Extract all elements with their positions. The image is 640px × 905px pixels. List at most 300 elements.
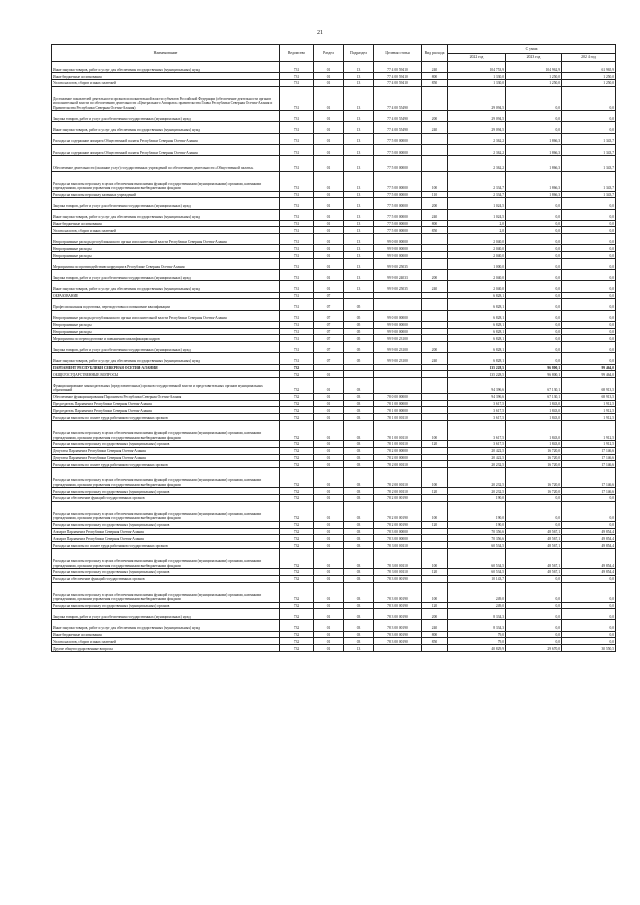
- header-target-article: Целевая статья: [374, 45, 422, 62]
- row-sum-2024: 17 146,6: [562, 447, 616, 454]
- row-target-article: 99 9 00 25035: [374, 281, 422, 292]
- row-sum-2022: 2 040,0: [448, 281, 506, 292]
- row-podrazdel: 03: [344, 488, 374, 495]
- row-sum-2022: 60 534,5: [448, 542, 506, 549]
- row-vedomstvo: 731: [280, 259, 314, 270]
- row-sum-2024: 17 146,6: [562, 488, 616, 495]
- table-row: [52, 575, 616, 582]
- row-sum-2022: 1 000,0: [448, 259, 506, 270]
- row-sum-2024: 1 912,5: [562, 440, 616, 447]
- table-row: [52, 494, 616, 501]
- row-podrazdel: 13: [344, 259, 374, 270]
- row-sum-2023: 48 567,1: [506, 568, 562, 575]
- row-sum-2024: 0,0: [562, 342, 616, 353]
- row-vedomstvo: 732: [280, 631, 314, 638]
- row-razdel: 01: [314, 535, 344, 542]
- row-podrazdel: 13: [344, 227, 374, 234]
- row-sum-2024: 0,0: [562, 220, 616, 227]
- row-sum-2022: 2 040,0: [448, 270, 506, 281]
- row-name: Расходы на выплаты персоналу государственных (муниципальных) органов: [52, 602, 280, 609]
- row-sum-2022: 3 617,5: [448, 420, 506, 440]
- row-vedomstvo: 732: [280, 494, 314, 501]
- row-podrazdel: 13: [344, 281, 374, 292]
- row-expense-type: [422, 371, 448, 378]
- row-vedomstvo: 731: [280, 73, 314, 80]
- row-vedomstvo: 731: [280, 335, 314, 342]
- row-razdel: 01: [314, 420, 344, 440]
- row-sum-2022: 40 829,9: [448, 645, 506, 652]
- row-podrazdel: 03: [344, 620, 374, 631]
- row-podrazdel: 03: [344, 631, 374, 638]
- row-expense-type: [422, 454, 448, 461]
- row-expense-type: [422, 535, 448, 542]
- row-target-article: 99 9 00 23100: [374, 353, 422, 364]
- row-vedomstvo: 731: [280, 281, 314, 292]
- row-razdel: 01: [314, 447, 344, 454]
- row-name: ОБЩЕГОСУДАРСТВЕННЫЕ ВОПРОСЫ: [52, 371, 280, 378]
- table-row: [52, 259, 616, 270]
- header-row-1: [52, 45, 616, 54]
- row-podrazdel: 03: [344, 568, 374, 575]
- row-expense-type: 800: [422, 73, 448, 80]
- row-podrazdel: 03: [344, 528, 374, 535]
- row-podrazdel: 03: [344, 542, 374, 549]
- row-target-article: 78 2 00 00190: [374, 501, 422, 521]
- row-sum-2024: 0,0: [562, 209, 616, 220]
- table-row: [52, 191, 616, 198]
- row-sum-2022: 1 024,5: [448, 198, 506, 209]
- row-sum-2023: 0,0: [506, 270, 562, 281]
- row-expense-type: [422, 155, 448, 171]
- row-name: Аппарат Парламента Республики Северная Осетия-Алания: [52, 528, 280, 535]
- row-sum-2023: 0,0: [506, 620, 562, 631]
- row-target-article: 99 0 00 00000: [374, 310, 422, 321]
- row-sum-2023: 0,0: [506, 122, 562, 133]
- row-expense-type: [422, 494, 448, 501]
- row-name: ПАРЛАМЕНТ РЕСПУБЛИКИ СЕВЕРНАЯ ОСЕТИЯ-АЛАНИЯ: [52, 364, 280, 371]
- row-razdel: 01: [314, 575, 344, 582]
- row-expense-type: 100: [422, 171, 448, 191]
- row-vedomstvo: 732: [280, 638, 314, 645]
- row-sum-2022: 60 534,5: [448, 548, 506, 568]
- row-podrazdel: 05: [344, 321, 374, 328]
- row-podrazdel: 03: [344, 378, 374, 394]
- table-row: [52, 270, 616, 281]
- row-target-article: 78 1 00 00000: [374, 400, 422, 407]
- row-razdel: 07: [314, 310, 344, 321]
- row-podrazdel: 13: [344, 171, 374, 191]
- row-name: Иные закупки товаров, работ и услуг для обеспечения государственных (муниципальных) нужд: [52, 353, 280, 364]
- row-target-article: 77 5 00 00000: [374, 144, 422, 155]
- row-target-article: 77 4 00 59410: [374, 62, 422, 73]
- row-sum-2023: 1 843,0: [506, 400, 562, 407]
- row-podrazdel: 13: [344, 252, 374, 259]
- row-name: Расходы на выплаты персоналу государственных (муниципальных) органов: [52, 568, 280, 575]
- row-razdel: 01: [314, 521, 344, 528]
- row-target-article: 78 3 00 00190: [374, 631, 422, 638]
- row-name: Уплата налогов, сборов и иных платежей: [52, 638, 280, 645]
- row-sum-2022: 1 330,0: [448, 73, 506, 80]
- row-sum-2024: 0,0: [562, 321, 616, 328]
- row-sum-2024: 1 912,5: [562, 407, 616, 414]
- row-sum-2023: 0,0: [506, 292, 562, 299]
- row-target-article: 77 5 00 00000: [374, 227, 422, 234]
- table-row: [52, 440, 616, 447]
- row-vedomstvo: 731: [280, 144, 314, 155]
- row-name: Расходы на выплаты персоналу казенных учреждений: [52, 191, 280, 198]
- row-sum-2022: 1 024,5: [448, 209, 506, 220]
- row-sum-2023: 16 720,0: [506, 461, 562, 468]
- row-vedomstvo: 731: [280, 234, 314, 245]
- table-row: [52, 133, 616, 144]
- row-expense-type: 240: [422, 209, 448, 220]
- row-sum-2022: 2,0: [448, 220, 506, 227]
- row-sum-2024: 0,0: [562, 245, 616, 252]
- row-vedomstvo: 731: [280, 122, 314, 133]
- row-expense-type: [422, 259, 448, 270]
- row-sum-2022: 6 828,1: [448, 335, 506, 342]
- table-row: [52, 364, 616, 371]
- row-razdel: 01: [314, 270, 344, 281]
- row-sum-2023: 16 720,0: [506, 454, 562, 461]
- table-row: [52, 521, 616, 528]
- row-expense-type: [422, 645, 448, 652]
- table-row: [52, 371, 616, 378]
- row-sum-2022: 6 828,1: [448, 321, 506, 328]
- row-podrazdel: [344, 292, 374, 299]
- row-expense-type: 200: [422, 111, 448, 122]
- table-row: [52, 400, 616, 407]
- row-podrazdel: 03: [344, 609, 374, 620]
- row-expense-type: 850: [422, 638, 448, 645]
- row-razdel: 01: [314, 461, 344, 468]
- row-sum-2024: 0,0: [562, 335, 616, 342]
- row-target-article: 99 9 00 23100: [374, 335, 422, 342]
- row-razdel: 01: [314, 171, 344, 191]
- row-expense-type: [422, 575, 448, 582]
- row-vedomstvo: 732: [280, 420, 314, 440]
- row-vedomstvo: 732: [280, 548, 314, 568]
- row-sum-2023: 67 130,1: [506, 393, 562, 400]
- row-expense-type: 110: [422, 191, 448, 198]
- row-sum-2023: 1 843,0: [506, 414, 562, 421]
- row-target-article: 78 1 00 00110: [374, 420, 422, 440]
- row-name: Иные закупки товаров, работ и услуг для обеспечения государственных (муниципальных) нужд: [52, 62, 280, 73]
- row-sum-2022: 60 534,5: [448, 568, 506, 575]
- row-vedomstvo: 732: [280, 468, 314, 488]
- row-vedomstvo: 731: [280, 321, 314, 328]
- table-row: [52, 342, 616, 353]
- row-sum-2024: 99 464,0: [562, 371, 616, 378]
- row-expense-type: [422, 528, 448, 535]
- row-razdel: 01: [314, 209, 344, 220]
- row-sum-2024: 0,0: [562, 299, 616, 310]
- row-sum-2023: 67 130,1: [506, 378, 562, 394]
- table-row: [52, 79, 616, 86]
- row-razdel: 01: [314, 501, 344, 521]
- table-row: [52, 353, 616, 364]
- row-name: Расходы на выплаты персоналу в целях обеспечения выполнения функций государственными (муниципальными) органами, казенными учреждениями, органами управления государственными внебюджетными фондами: [52, 420, 280, 440]
- row-razdel: 01: [314, 414, 344, 421]
- row-vedomstvo: 732: [280, 461, 314, 468]
- table-row: [52, 209, 616, 220]
- row-razdel: 01: [314, 79, 344, 86]
- row-sum-2024: 0,0: [562, 259, 616, 270]
- row-target-article: [374, 299, 422, 310]
- row-target-article: 78 2 00 00110: [374, 468, 422, 488]
- row-sum-2022: 6 828,1: [448, 292, 506, 299]
- row-name: Непрограммные расходы: [52, 328, 280, 335]
- row-sum-2023: 1 250,0: [506, 73, 562, 80]
- table-row: [52, 548, 616, 568]
- row-sum-2022: 29 094,5: [448, 122, 506, 133]
- row-sum-2024: 0,0: [562, 281, 616, 292]
- row-podrazdel: 03: [344, 461, 374, 468]
- row-vedomstvo: 731: [280, 353, 314, 364]
- row-sum-2024: 0,0: [562, 620, 616, 631]
- row-expense-type: [422, 252, 448, 259]
- row-razdel: 01: [314, 234, 344, 245]
- header-razdel: Раздел: [314, 45, 344, 62]
- header-year-2022: 2022 год: [448, 54, 506, 62]
- table-row: [52, 321, 616, 328]
- row-target-article: 78 3 00 00190: [374, 602, 422, 609]
- row-sum-2023: 48 567,1: [506, 548, 562, 568]
- row-expense-type: 800: [422, 631, 448, 638]
- row-sum-2023: 0,0: [506, 234, 562, 245]
- row-target-article: 78 3 00 00190: [374, 638, 422, 645]
- table-row: [52, 220, 616, 227]
- row-vedomstvo: 732: [280, 645, 314, 652]
- row-podrazdel: 13: [344, 234, 374, 245]
- header-expense-type: Вид расхода: [422, 45, 448, 62]
- row-expense-type: [422, 234, 448, 245]
- table-row: [52, 198, 616, 209]
- row-expense-type: [422, 86, 448, 110]
- row-sum-2022: 3 617,5: [448, 440, 506, 447]
- row-razdel: 01: [314, 220, 344, 227]
- row-name: Мероприятия по переподготовке и повышению квалификации кадров: [52, 335, 280, 342]
- row-expense-type: [422, 299, 448, 310]
- row-sum-2023: 16 720,0: [506, 447, 562, 454]
- row-sum-2024: 0,0: [562, 631, 616, 638]
- row-podrazdel: 03: [344, 638, 374, 645]
- row-razdel: 01: [314, 393, 344, 400]
- row-sum-2024: 0,0: [562, 353, 616, 364]
- row-sum-2024: 17 146,6: [562, 468, 616, 488]
- row-podrazdel: 05: [344, 335, 374, 342]
- row-expense-type: [422, 407, 448, 414]
- row-podrazdel: 13: [344, 144, 374, 155]
- row-sum-2022: 190,0: [448, 494, 506, 501]
- row-name: Председатель Парламента Республики Северная Осетия-Алания: [52, 407, 280, 414]
- row-sum-2023: 0,0: [506, 310, 562, 321]
- row-expense-type: 240: [422, 122, 448, 133]
- row-sum-2024: 68 913,5: [562, 393, 616, 400]
- row-name: Расходы на содержание аппарата Общественной палаты Республики Северная Осетия-Алания: [52, 144, 280, 155]
- table-row: [52, 631, 616, 638]
- row-razdel: 01: [314, 400, 344, 407]
- table-row: [52, 609, 616, 620]
- row-name: Непрограммные расходы: [52, 321, 280, 328]
- row-vedomstvo: 732: [280, 378, 314, 394]
- row-target-article: 77 4 00 55490: [374, 122, 422, 133]
- row-sum-2023: 0,0: [506, 575, 562, 582]
- row-target-article: 99 9 00 00000: [374, 328, 422, 335]
- row-podrazdel: 03: [344, 440, 374, 447]
- row-razdel: 01: [314, 440, 344, 447]
- row-expense-type: [422, 447, 448, 454]
- header-podrazdel: Подраздел: [344, 45, 374, 62]
- row-sum-2023: 96 800,1: [506, 364, 562, 371]
- row-sum-2022: 2 362,2: [448, 133, 506, 144]
- row-sum-2023: 1 866,3: [506, 144, 562, 155]
- row-target-article: [374, 364, 422, 371]
- row-sum-2024: 49 854,4: [562, 568, 616, 575]
- row-podrazdel: 13: [344, 122, 374, 133]
- row-vedomstvo: 732: [280, 568, 314, 575]
- row-vedomstvo: 731: [280, 270, 314, 281]
- row-podrazdel: 13: [344, 220, 374, 227]
- row-sum-2024: 0,0: [562, 234, 616, 245]
- header-year-2023: 2023 год: [506, 54, 562, 62]
- row-expense-type: 240: [422, 281, 448, 292]
- row-sum-2023: 0,0: [506, 609, 562, 620]
- row-sum-2023: 0,0: [506, 328, 562, 335]
- row-sum-2024: 17 146,6: [562, 454, 616, 461]
- row-sum-2022: 20 232,5: [448, 468, 506, 488]
- row-podrazdel: 03: [344, 494, 374, 501]
- row-vedomstvo: 731: [280, 62, 314, 73]
- row-target-article: 77 4 00 59410: [374, 79, 422, 86]
- row-razdel: 01: [314, 582, 344, 602]
- row-sum-2024: 0,0: [562, 122, 616, 133]
- row-vedomstvo: 731: [280, 299, 314, 310]
- row-name: Закупка товаров, работ и услуг для обеспечения государственных (муниципальных) нужд: [52, 270, 280, 281]
- row-target-article: 99 9 00 24033: [374, 270, 422, 281]
- row-razdel: 01: [314, 259, 344, 270]
- row-name: Расходы на обеспечение функций государственных органов: [52, 494, 280, 501]
- table-row: [52, 568, 616, 575]
- row-razdel: 01: [314, 542, 344, 549]
- row-sum-2022: 2 362,2: [448, 155, 506, 171]
- row-razdel: 01: [314, 488, 344, 495]
- row-vedomstvo: 731: [280, 79, 314, 86]
- row-sum-2022: 135 228,5: [448, 371, 506, 378]
- row-sum-2024: 0,0: [562, 609, 616, 620]
- row-podrazdel: 13: [344, 155, 374, 171]
- row-expense-type: [422, 245, 448, 252]
- row-sum-2022: 3 617,5: [448, 407, 506, 414]
- row-sum-2023: 0,0: [506, 252, 562, 259]
- row-sum-2024: 49 854,4: [562, 542, 616, 549]
- row-sum-2023: 0,0: [506, 321, 562, 328]
- table-row: [52, 488, 616, 495]
- row-sum-2023: 0,0: [506, 299, 562, 310]
- row-podrazdel: 13: [344, 62, 374, 73]
- row-expense-type: [422, 393, 448, 400]
- row-target-article: 77 5 00 00000: [374, 198, 422, 209]
- row-sum-2023: 0,0: [506, 227, 562, 234]
- row-target-article: [374, 378, 422, 394]
- row-target-article: 99 9 00 23100: [374, 342, 422, 353]
- page-number: 21: [317, 30, 323, 36]
- table-row: [52, 310, 616, 321]
- row-sum-2024: 1 912,5: [562, 400, 616, 407]
- row-name: Иные бюджетные ассигнования: [52, 220, 280, 227]
- row-sum-2024: 1 912,5: [562, 414, 616, 421]
- table-row: [52, 420, 616, 440]
- row-sum-2024: 1 343,7: [562, 191, 616, 198]
- row-sum-2024: 1 250,0: [562, 79, 616, 86]
- row-vedomstvo: 732: [280, 609, 314, 620]
- row-sum-2022: 104 753,9: [448, 62, 506, 73]
- row-podrazdel: 03: [344, 468, 374, 488]
- row-sum-2022: 6 828,1: [448, 353, 506, 364]
- row-expense-type: 200: [422, 198, 448, 209]
- row-sum-2022: 1 330,0: [448, 79, 506, 86]
- row-vedomstvo: 731: [280, 133, 314, 144]
- row-sum-2024: 1 343,7: [562, 155, 616, 171]
- row-sum-2022: 20 422,5: [448, 454, 506, 461]
- row-expense-type: 200: [422, 342, 448, 353]
- row-sum-2022: 79,0: [448, 638, 506, 645]
- row-name: Обеспечение функционирования Парламента Республики Северная Осетия-Алания: [52, 393, 280, 400]
- row-name: Закупка товаров, работ и услуг для обеспечения государственных (муниципальных) нужд: [52, 342, 280, 353]
- row-podrazdel: 03: [344, 548, 374, 568]
- row-expense-type: [422, 144, 448, 155]
- row-sum-2024: 17 146,6: [562, 461, 616, 468]
- row-expense-type: [422, 542, 448, 549]
- row-podrazdel: 05: [344, 310, 374, 321]
- header-vedomstvo: Ведомство: [280, 45, 314, 62]
- row-podrazdel: 13: [344, 645, 374, 652]
- row-sum-2023: 1 866,3: [506, 155, 562, 171]
- row-sum-2023: 1 843,0: [506, 420, 562, 440]
- row-expense-type: 120: [422, 488, 448, 495]
- row-razdel: 01: [314, 122, 344, 133]
- row-vedomstvo: 732: [280, 528, 314, 535]
- row-target-article: 77 5 00 00000: [374, 220, 422, 227]
- row-sum-2022: 3 617,5: [448, 400, 506, 407]
- row-podrazdel: 03: [344, 420, 374, 440]
- row-sum-2023: 0,0: [506, 494, 562, 501]
- row-podrazdel: 03: [344, 414, 374, 421]
- table-row: [52, 542, 616, 549]
- row-name: Непрограммные расходы: [52, 245, 280, 252]
- row-name: Функционирование законодательных (представительных) органов государственной власти и представительных органов муниципальных образований: [52, 378, 280, 394]
- row-razdel: 07: [314, 292, 344, 299]
- row-sum-2024: 0,0: [562, 270, 616, 281]
- row-expense-type: 240: [422, 353, 448, 364]
- row-vedomstvo: 732: [280, 440, 314, 447]
- row-vedomstvo: 731: [280, 227, 314, 234]
- row-target-article: 78 2 00 00000: [374, 447, 422, 454]
- row-razdel: 07: [314, 299, 344, 310]
- row-vedomstvo: 732: [280, 602, 314, 609]
- row-vedomstvo: 732: [280, 454, 314, 461]
- row-sum-2023: 1 843,0: [506, 407, 562, 414]
- row-vedomstvo: 732: [280, 542, 314, 549]
- row-sum-2024: 61 965,9: [562, 62, 616, 73]
- row-sum-2023: 48 567,1: [506, 535, 562, 542]
- table-row: [52, 171, 616, 191]
- row-sum-2024: 0,0: [562, 227, 616, 234]
- row-sum-2022: 6 828,1: [448, 342, 506, 353]
- row-name: Председатель Парламента Республики Северная Осетия-Алания: [52, 400, 280, 407]
- row-sum-2023: 0,0: [506, 638, 562, 645]
- row-name: Иные бюджетные ассигнования: [52, 73, 280, 80]
